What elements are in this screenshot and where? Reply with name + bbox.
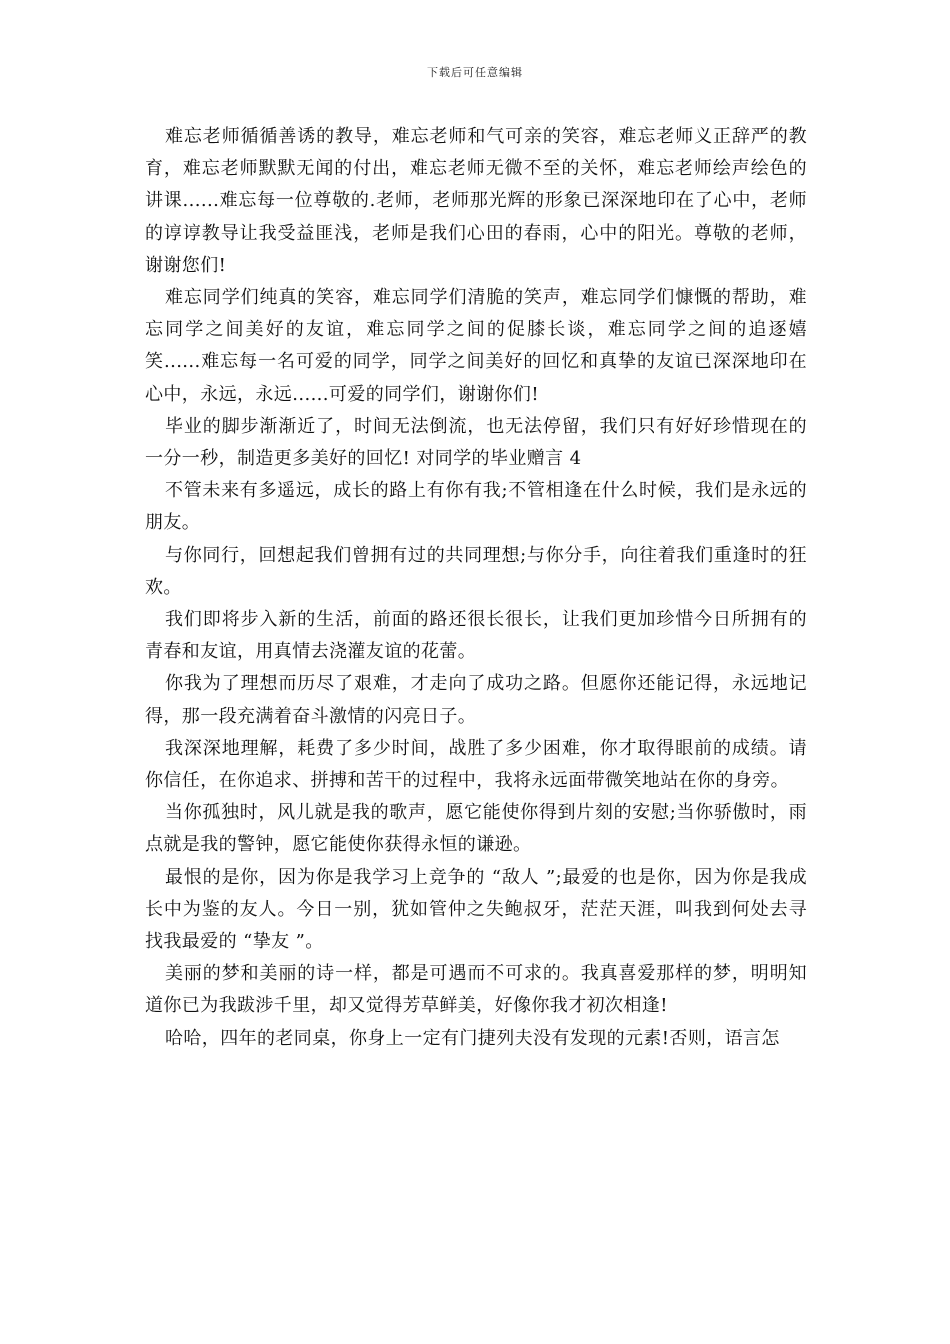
page-header: 下载后可任意编辑 <box>427 66 523 79</box>
paragraph-walk-together: 与你同行，回想起我们曾拥有过的共同理想;与你分手，向往着我们重逢时的狂欢。 <box>145 544 807 598</box>
paragraph-wind-and-rain: 当你孤独时，风儿就是我的歌声，愿它能使你得到片刻的安慰;当你骄傲时，雨点就是我的警钟，愿它能使你获得永恒的谦逊。 <box>145 802 807 856</box>
paragraph-new-life: 我们即将步入新的生活，前面的路还很长很长，让我们更加珍惜今日所拥有的青春和友谊，用真情去浇灌友谊的花蕾。 <box>145 609 807 663</box>
document-body <box>145 121 807 1055</box>
paragraph-desk-mate: 哈哈，四年的老同桌，你身上一定有门捷列夫没有发现的元素!否则，语言怎 <box>165 1027 780 1049</box>
paragraph-road-to-success: 你我为了理想而历尽了艰难，才走向了成功之路。但愿你还能记得，永远地记得，那一段充满着奋斗激情的闪亮日子。 <box>145 673 807 727</box>
paragraph-by-your-side: 我深深地理解，耗费了多少时间，战胜了多少困难，你才取得眼前的成绩。请你信任，在你追求、拼搏和苦干的过程中，我将永远面带微笑地站在你的身旁。 <box>145 737 807 792</box>
paragraph-graduation: 毕业的脚步渐渐近了，时间无法倒流，也无法停留，我们只有好好珍惜现在的一分一秒，制造更多美好的回忆! 对同学的毕业赠言 4 <box>145 415 807 470</box>
paragraph-beautiful-dream: 美丽的梦和美丽的诗一样，都是可遇而不可求的。我真喜爱那样的梦，明明知道你已为我跋涉千里，却又觉得芳草鲜美，好像你我才初次相逢! <box>145 963 807 1017</box>
paragraph-rival-friend: 最恨的是你，因为你是我学习上竞争的 “敌人 ”;最爱的也是你，因为你是我成长中为鉴的友人。今日一别，犹如管仲之失鲍叔牙，茫茫天涯，叫我到何处去寻找我最爱的 “挚友 ”。 <box>145 866 807 953</box>
paragraph-forever-friends: 不管未来有多遥远，成长的路上有你有我;不管相逢在什么时候，我们是永远的朋友。 <box>145 480 807 534</box>
paragraph-classmates: 难忘同学们纯真的笑容，难忘同学们清脆的笑声，难忘同学们慷慨的帮助，难忘同学之间美好的友谊，难忘同学之间的促膝长谈，难忘同学之间的追逐嬉笑......难忘每一名可爱的同学，同学之间美好的回忆和真挚的友谊已深深地印在心中，永远，永远......可爱的同学们，谢谢你们! <box>145 287 807 405</box>
paragraph-teachers: 难忘老师循循善诱的教导，难忘老师和气可亲的笑容，难忘老师义正辞严的教育，难忘老师默默无闻的付出，难忘老师无微不至的关怀，难忘老师绘声绘色的讲课......难忘每一位尊敬的.老师，老师那光辉的形象已深深地印在了心中，老师的谆谆教导让我受益匪浅，老师是我们心田的春雨，心中的阳光。尊敬的老师，谢谢您们! <box>145 126 807 276</box>
